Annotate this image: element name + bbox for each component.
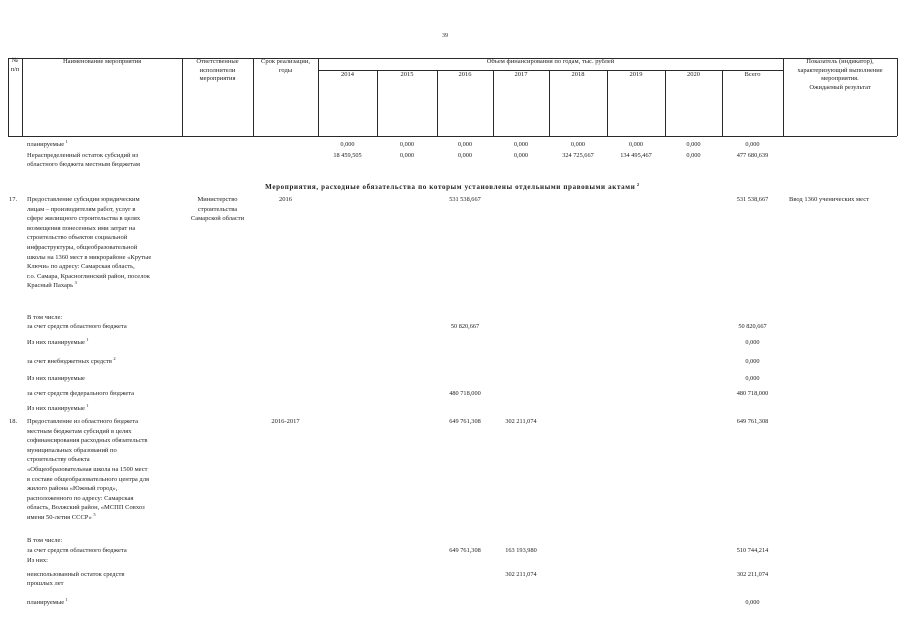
value-cell: 0,000: [340, 141, 355, 148]
implementation-term: 2016-2017: [271, 418, 300, 425]
row-label: Из них:: [27, 557, 48, 564]
year-column-border: [607, 70, 608, 136]
row-label-text: планируемые: [27, 599, 65, 606]
value-cell: 324 725,667: [562, 152, 594, 159]
responsible-executor: Министерство строительства Самарской области: [190, 196, 245, 223]
value-cell: 480 718,000: [449, 390, 481, 397]
row-label: [27, 598, 182, 608]
item-number: 18.: [9, 418, 18, 425]
section-heading: [100, 183, 805, 193]
header-name: Наименование мероприятия: [62, 58, 142, 65]
year-column-border: [493, 70, 494, 136]
footnote-mark: 2: [113, 355, 116, 361]
row-label: неиспользованный остаток средств прошлых лет: [27, 571, 125, 587]
year-column-border: [377, 70, 378, 136]
header-year: 2019: [629, 71, 643, 78]
row-label: за счет средств областного бюджета: [27, 323, 127, 330]
total-cell: 510 744,214: [736, 547, 769, 554]
year-column-border: [437, 70, 438, 136]
value-cell: 0,000: [628, 141, 644, 148]
row-label: Нераспределенный остаток субсидий из областного бюджета местным бюджетам: [27, 152, 141, 168]
row-label: [27, 357, 182, 367]
row-label: В том числе:: [27, 314, 63, 321]
value-cell: 0,000: [513, 141, 529, 148]
header-year: 2016: [458, 71, 472, 78]
footnote-mark: 3: [74, 280, 77, 286]
footnote-mark: 5: [93, 511, 96, 517]
total-cell: 0,000: [745, 141, 760, 148]
header-total: Всего: [744, 71, 761, 78]
header-year: 2020: [687, 71, 700, 78]
value-cell: 0,000: [457, 141, 473, 148]
row-label: за счет средств федерального бюджета: [27, 390, 135, 397]
implementation-term: 2016: [279, 196, 292, 203]
column-border: [318, 58, 319, 136]
row-label-text: планируемые: [27, 141, 65, 148]
item-name-text: Предоставление субсидии юридическим лицам – производителям работ, услуг в сфере жилищного строительства в целях возмещения понесенных ими затрат на строительство объектов социальной инфраструктуры, общеобразовательной школы на 1360 мест в микрорайоне «Крутые Ключи» по адресу: Самарская область, г.о. Самара, Красноглинский район, поселок Красный Пахарь: [27, 196, 152, 290]
year-column-border: [549, 70, 550, 136]
item-name: [27, 195, 182, 291]
header-bottom-border: [8, 136, 897, 137]
value-cell: 531 538,667: [449, 196, 481, 203]
header-funding: Объем финансирования по годам, тыс. рублей: [486, 58, 615, 65]
total-cell: 302 211,074: [736, 571, 769, 578]
header-number: № п/п: [10, 57, 20, 73]
value-cell: 302 211,074: [505, 418, 537, 425]
total-cell: 480 718,000: [736, 390, 769, 397]
footnote-mark: 2: [636, 181, 640, 187]
value-cell: 163 193,980: [505, 547, 537, 554]
total-cell: 0,000: [745, 339, 760, 346]
total-cell: 649 761,308: [736, 418, 769, 425]
header-indicator: Показатель (индикатор), характеризующий выполнение мероприятия. Ожидаемый результат: [797, 58, 883, 91]
header-year: 2014: [341, 71, 354, 78]
year-column-border: [665, 70, 666, 136]
value-cell: 18 459,505: [333, 152, 362, 159]
header-year: 2015: [400, 71, 414, 78]
item-name-text: Предоставление из областного бюджета местным бюджетам субсидий в целях софинансирования расходных обязательств муниципальных образований по строительству объекта «Общеобразовательная школа на 1500 мест в составе общеобразовательного центра для жилого района «Южный город», расположенного по адресу: Самарская область, Волжский район, «МСПП Совхоз имени 50-летия СССР»: [27, 418, 149, 521]
year-column-border: [722, 70, 723, 136]
row-label: [27, 140, 182, 150]
value-cell: 0,000: [457, 152, 473, 159]
total-cell: 50 820,667: [738, 323, 767, 330]
row-label-text: Из них планируемые: [27, 339, 85, 346]
value-cell: 0,000: [399, 152, 415, 159]
item-number: 17.: [9, 196, 18, 203]
footnote-mark: 1: [65, 138, 68, 144]
total-cell: 0,000: [745, 375, 760, 382]
value-cell: 0,000: [686, 152, 701, 159]
indicator: Ввод 1360 ученических мест: [789, 196, 869, 203]
row-label-text: за счет внебюджетных средств: [27, 358, 112, 365]
footnote-mark: 1: [86, 336, 89, 342]
page-number: 39: [442, 33, 448, 39]
value-cell: 50 820,667: [450, 323, 480, 330]
value-cell: 134 495,467: [620, 152, 652, 159]
row-label: Из них планируемые: [27, 375, 85, 382]
row-label: В том числе:: [27, 537, 63, 544]
row-label: [27, 338, 182, 348]
row-label: за счет средств областного бюджета: [27, 547, 127, 554]
row-label-text: Из них планируемые: [27, 405, 85, 412]
value-cell: 649 761,308: [449, 418, 481, 425]
header-year: 2017: [514, 71, 528, 78]
section-heading-text: Мероприятия, расходные обязательства по которым установлены отдельными правовыми актами: [265, 183, 636, 191]
header-responsible: Ответственные исполнители мероприятия: [196, 58, 239, 83]
column-border: [22, 58, 23, 136]
total-cell: 477 680,639: [736, 152, 769, 159]
total-cell: 0,000: [745, 358, 760, 365]
value-cell: 0,000: [686, 141, 701, 148]
row-label: [27, 404, 182, 414]
value-cell: 0,000: [399, 141, 415, 148]
header-term: Срок реализации, годы: [260, 58, 310, 74]
value-cell: 302 211,074: [505, 571, 537, 578]
footnote-mark: 1: [86, 402, 89, 408]
total-cell: 531 538,667: [736, 196, 769, 203]
item-name: [27, 417, 182, 523]
header-year: 2018: [571, 71, 585, 78]
value-cell: 649 761,308: [449, 547, 481, 554]
total-cell: 0,000: [745, 599, 760, 606]
value-cell: 0,000: [513, 152, 529, 159]
column-border: [897, 58, 898, 136]
value-cell: 0,000: [570, 141, 586, 148]
footnote-mark: 1: [65, 596, 68, 602]
